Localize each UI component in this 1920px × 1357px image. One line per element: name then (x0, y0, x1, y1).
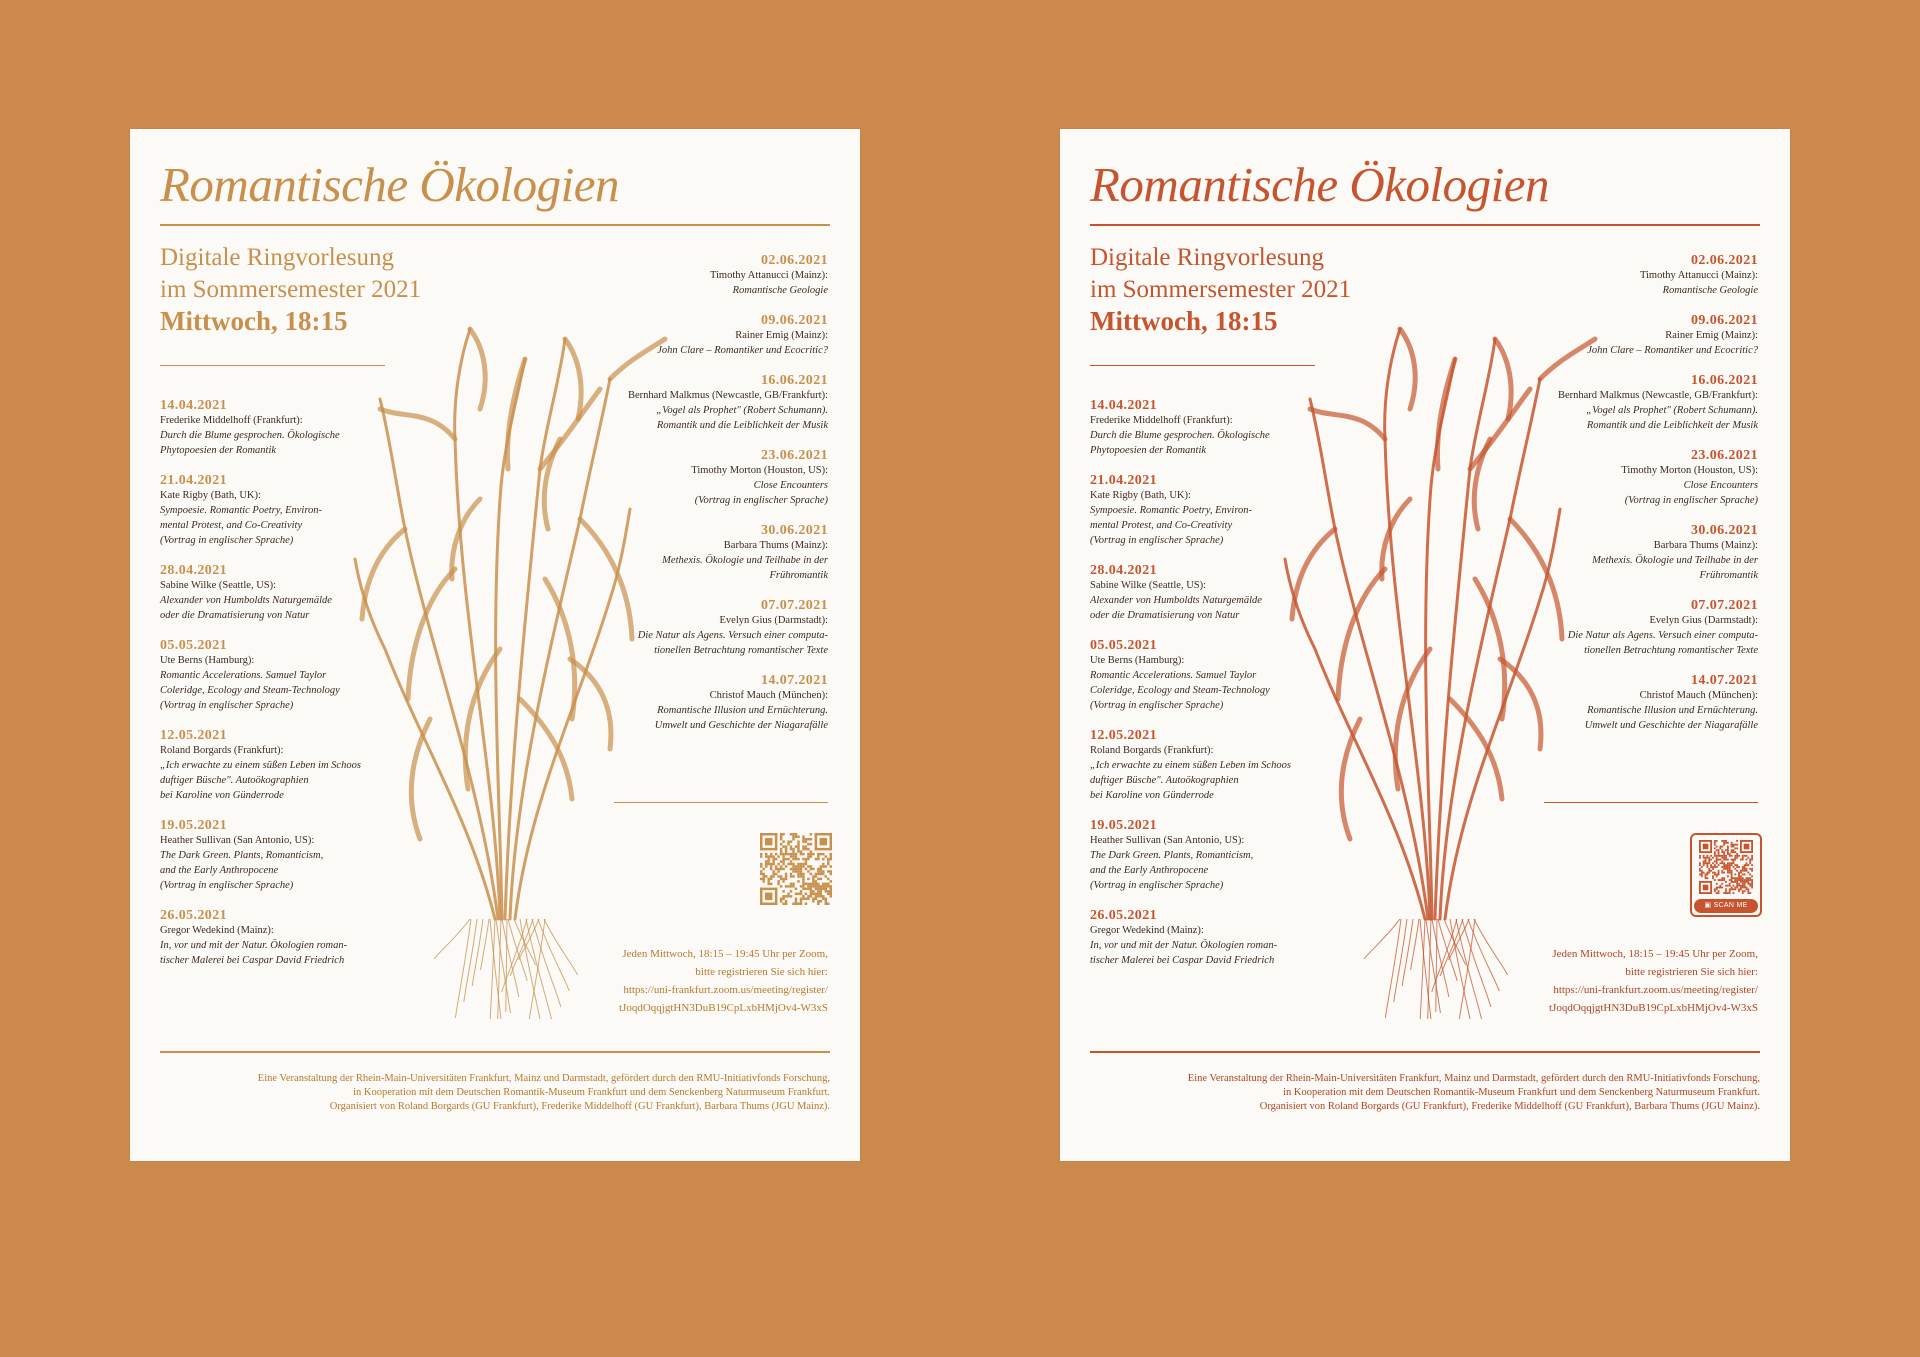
lecture-entry (1090, 907, 1340, 968)
lecture-title-line: Durch die Blume gesprochen. Ökologische (1090, 430, 1270, 441)
lecture-date: 09.06.2021 (761, 313, 828, 328)
lecture-title-line: „Vogel als Prophet" (Robert Schumann). (1586, 405, 1758, 416)
lecture-date: 14.04.2021 (1090, 398, 1157, 413)
scan-me-badge (1694, 899, 1758, 913)
grass-leaf (1341, 719, 1360, 839)
grass-root (434, 919, 470, 959)
lecture-title-line: Romantische Geologie (732, 285, 828, 296)
grass-leaf (411, 719, 430, 839)
zoom-info (538, 945, 828, 1017)
qr-code[interactable] (760, 833, 832, 905)
lecture-date: 21.04.2021 (1090, 473, 1157, 488)
grass-root (464, 919, 477, 1002)
lecture-date: 26.05.2021 (160, 908, 227, 923)
lecture-title-line: Phytopoesien der Romantik (160, 445, 277, 456)
footer-line-2: in Kooperation mit dem Deutschen Romantik-Museum Frankfurt und dem Senckenberg Naturmuseum Frankfurt. (353, 1087, 830, 1098)
lecture-date: 30.06.2021 (761, 523, 828, 538)
grass-stem (496, 359, 525, 919)
grass-root (489, 919, 495, 1019)
right-schedule (1508, 252, 1758, 747)
lecture-title-line: (Vortrag in englischer Sprache) (160, 535, 294, 546)
lecture-date: 19.05.2021 (1090, 818, 1157, 833)
poster-ochre (130, 129, 860, 1161)
lecture-date: 14.07.2021 (761, 673, 828, 688)
qr-code-image (760, 833, 832, 905)
lecture-title-line: „Vogel als Prophet" (Robert Schumann). (656, 405, 828, 416)
lecture-speaker: Heather Sullivan (San Antonio, US): (160, 835, 315, 846)
lecture-speaker: Bernhard Malkmus (Newcastle, GB/Frankfurt): (1557, 390, 1758, 401)
lecture-title-line: Frühromantik (1699, 570, 1758, 581)
lecture-speaker: Barbara Thums (Mainz): (723, 540, 828, 551)
grass-root (519, 919, 539, 960)
lecture-title-line: Close Encounters (1683, 480, 1758, 491)
lecture-title-line: duftiger Büsche". Autoökographien (1090, 775, 1239, 786)
time-label: Mittwoch, 18:15 (160, 306, 348, 336)
lecture-speaker: Rainer Emig (Mainz): (1665, 330, 1758, 341)
lecture-title-line: Romantic Accelerations. Samuel Taylor (160, 670, 327, 681)
lecture-entry (1508, 312, 1758, 358)
lecture-speaker: Evelyn Gius (Darmstadt): (1649, 615, 1758, 626)
lecture-date: 30.06.2021 (1691, 523, 1758, 538)
lecture-title-line: (Vortrag in englischer Sprache) (694, 495, 828, 506)
lecture-date: 21.04.2021 (160, 473, 227, 488)
lecture-entry (578, 252, 828, 298)
lecture-speaker: Timothy Attanucci (Mainz): (709, 270, 828, 281)
grass-root (1436, 919, 1437, 1012)
right-schedule (578, 252, 828, 747)
zoom-line-1: Jeden Mittwoch, 18:15 – 19:45 Uhr per Zoom, (1552, 948, 1758, 960)
lecture-entry (1090, 637, 1340, 713)
grass-root (1419, 919, 1425, 1019)
grass-leaf (544, 439, 560, 529)
lecture-speaker: Barbara Thums (Mainz): (1653, 540, 1758, 551)
lecture-speaker: Timothy Attanucci (Mainz): (1639, 270, 1758, 281)
lecture-entry (1508, 252, 1758, 298)
grass-stem (1385, 329, 1430, 919)
footer-line-3: Organisiert von Roland Borgards (GU Frankfurt), Frederike Middelhoff (GU Frankfurt), Barbara Thums (JGU Mainz). (1259, 1101, 1760, 1112)
footer-credits (160, 1072, 830, 1114)
poster-title: Romantische Ökologien (160, 157, 619, 212)
qr-code[interactable] (1690, 833, 1762, 917)
lecture-entry (1508, 672, 1758, 733)
lecture-date: 05.05.2021 (1090, 638, 1157, 653)
grass-leaf (1474, 439, 1490, 529)
lecture-title-line: John Clare – Romantiker und Ecocritic? (1587, 345, 1758, 356)
title-rule (160, 224, 830, 226)
lecture-entry (578, 312, 828, 358)
grass-leaf (470, 329, 485, 409)
poster-title: Romantische Ökologien (1090, 157, 1549, 212)
lecture-speaker: Heather Sullivan (San Antonio, US): (1090, 835, 1245, 846)
lecture-entry (160, 562, 410, 623)
footer-rule (160, 1051, 830, 1053)
lecture-title-line: Alexander von Humboldts Naturgemälde (1090, 595, 1262, 606)
lecture-title-line: Romantische Illusion und Ernüchterung. (657, 705, 828, 716)
lecture-title-line: Coleridge, Ecology and Steam-Technology (160, 685, 340, 696)
lecture-entry (160, 907, 410, 968)
lecture-entry (160, 472, 410, 548)
grass-leaf (507, 359, 525, 469)
lecture-title-line: (Vortrag in englischer Sprache) (1090, 535, 1224, 546)
lecture-title-line: tischer Malerei bei Caspar David Friedrich (160, 955, 345, 966)
time-label: Mittwoch, 18:15 (1090, 306, 1278, 336)
lecture-title-line: (Vortrag in englischer Sprache) (1624, 495, 1758, 506)
footer-line-1: Eine Veranstaltung der Rhein-Main-Universitäten Frankfurt, Mainz und Darmstadt, gefördert durch den RMU-Initiativfonds Forschung, (1187, 1073, 1760, 1084)
lecture-date: 26.05.2021 (1090, 908, 1157, 923)
grass-root (1432, 919, 1457, 992)
grass-leaf (1437, 359, 1455, 469)
lecture-title-line: Alexander von Humboldts Naturgemälde (160, 595, 332, 606)
lecture-entry (578, 597, 828, 658)
poster-terracotta (1060, 129, 1790, 1161)
lecture-entry (1508, 597, 1758, 658)
lecture-title-line: Methexis. Ökologie und Teilhabe in der (1592, 555, 1758, 566)
lecture-title-line: „Ich erwachte zu einem süßen Leben im Schoos (1090, 760, 1291, 771)
grass-root (506, 919, 507, 1012)
lecture-entry (1090, 727, 1340, 803)
lecture-speaker: Roland Borgards (Frankfurt): (160, 745, 284, 756)
subtitle-line-1: Digitale Ringvorlesung (160, 244, 394, 271)
lecture-entry (1508, 447, 1758, 508)
lecture-title-line: Sympoesie. Romantic Poetry, Environ- (160, 505, 323, 516)
grass-root (1449, 919, 1469, 960)
grass-leaf (1400, 329, 1415, 409)
lecture-title-line: and the Early Anthropocene (160, 865, 279, 876)
lecture-title-line: Durch die Blume gesprochen. Ökologische (160, 430, 340, 441)
lecture-speaker: Ute Berns (Hamburg): (160, 655, 255, 666)
grass-stem (455, 329, 500, 919)
lecture-entry (1090, 397, 1340, 458)
lecture-title-line: tionellen Betrachtung romantischer Texte (654, 645, 828, 656)
lecture-title-line: In, vor und mit der Natur. Ökologien roman- (160, 940, 348, 951)
lecture-title-line: The Dark Green. Plants, Romanticism, (160, 850, 324, 861)
lecture-title-line: The Dark Green. Plants, Romanticism, (1090, 850, 1254, 861)
lecture-title-line: (Vortrag in englischer Sprache) (160, 880, 294, 891)
lecture-speaker: Ute Berns (Hamburg): (1090, 655, 1185, 666)
lecture-title-line: tischer Malerei bei Caspar David Friedrich (1090, 955, 1275, 966)
lecture-title-line: bei Karoline von Günderrode (1090, 790, 1214, 801)
scan-icon: ▣ (1704, 902, 1714, 909)
lecture-entry (1508, 372, 1758, 433)
zoom-link-1[interactable]: https://uni-frankfurt.zoom.us/meeting/register/ (1553, 984, 1758, 996)
scan-me-label: SCAN ME (1713, 902, 1748, 909)
lecture-title-line: and the Early Anthropocene (1090, 865, 1209, 876)
lecture-title-line: Methexis. Ökologie und Teilhabe in der (662, 555, 828, 566)
lecture-title-line: Umwelt und Geschichte der Niagarafälle (1584, 720, 1758, 731)
lecture-title-line: oder die Dramatisierung von Natur (1090, 610, 1240, 621)
lecture-speaker: Gregor Wedekind (Mainz): (1090, 925, 1204, 936)
lecture-entry (578, 372, 828, 433)
grass-root (1364, 919, 1400, 959)
lecture-entry (1090, 817, 1340, 893)
lecture-title-line: Romantische Illusion und Ernüchterung. (1587, 705, 1758, 716)
lecture-date: 28.04.2021 (160, 563, 227, 578)
lecture-date: 16.06.2021 (761, 373, 828, 388)
lecture-title-line: (Vortrag in englischer Sprache) (1090, 700, 1224, 711)
lecture-title-line: Die Natur als Agens. Versuch einer computa- (1567, 630, 1758, 641)
lecture-date: 05.05.2021 (160, 638, 227, 653)
left-schedule (160, 397, 410, 982)
footer-line-2: in Kooperation mit dem Deutschen Romantik-Museum Frankfurt und dem Senckenberg Naturmuseum Frankfurt. (1283, 1087, 1760, 1098)
footer-line-3: Organisiert von Roland Borgards (GU Frankfurt), Frederike Middelhoff (GU Frankfurt), Barbara Thums (JGU Mainz). (329, 1101, 830, 1112)
lecture-date: 07.07.2021 (1691, 598, 1758, 613)
left-schedule (1090, 397, 1340, 982)
lecture-title-line: duftiger Büsche". Autoökographien (160, 775, 309, 786)
lecture-speaker: Timothy Morton (Houston, US): (691, 465, 828, 476)
lecture-entry (160, 637, 410, 713)
footer-rule (1090, 1051, 1760, 1053)
lecture-entry (578, 522, 828, 583)
lecture-title-line: Frühromantik (769, 570, 828, 581)
zoom-info (1468, 945, 1758, 1017)
lecture-date: 23.06.2021 (1691, 448, 1758, 463)
lecture-date: 09.06.2021 (1691, 313, 1758, 328)
grass-root (1394, 919, 1407, 1002)
lecture-title-line: In, vor und mit der Natur. Ökologien roman- (1090, 940, 1278, 951)
lecture-entry (578, 447, 828, 508)
lecture-title-line: Die Natur als Agens. Versuch einer computa- (637, 630, 828, 641)
lecture-title-line: Coleridge, Ecology and Steam-Technology (1090, 685, 1270, 696)
lecture-speaker: Frederike Middelhoff (Frankfurt): (160, 415, 303, 426)
qr-rule (614, 802, 828, 803)
lecture-date: 02.06.2021 (1691, 253, 1758, 268)
qr-rule (1544, 802, 1758, 803)
lecture-speaker: Frederike Middelhoff (Frankfurt): (1090, 415, 1233, 426)
lecture-title-line: (Vortrag in englischer Sprache) (160, 700, 294, 711)
subtitle-line-2: im Sommersemester 2021 (1090, 276, 1352, 303)
title-rule (1090, 224, 1760, 226)
lecture-title-line: (Vortrag in englischer Sprache) (1090, 880, 1224, 891)
lecture-speaker: Gregor Wedekind (Mainz): (160, 925, 274, 936)
lecture-date: 19.05.2021 (160, 818, 227, 833)
lecture-date: 14.07.2021 (1691, 673, 1758, 688)
lecture-date: 16.06.2021 (1691, 373, 1758, 388)
lecture-date: 23.06.2021 (761, 448, 828, 463)
lecture-speaker: Kate Rigby (Bath, UK): (160, 490, 261, 501)
lecture-title-line: Romantik und die Leiblichkeit der Musik (1586, 420, 1758, 431)
grass-root (502, 919, 527, 992)
lecture-entry (578, 672, 828, 733)
grass-root (1402, 919, 1413, 986)
lecture-title-line: oder die Dramatisierung von Natur (160, 610, 310, 621)
zoom-line-2: bitte registrieren Sie sich hier: (1625, 966, 1758, 978)
lecture-title-line: mental Protest, and Co-Creativity (160, 520, 303, 531)
lecture-speaker: Bernhard Malkmus (Newcastle, GB/Frankfurt): (627, 390, 828, 401)
zoom-line-2: bitte registrieren Sie sich hier: (695, 966, 828, 978)
grass-root (472, 919, 483, 986)
subtitle-line-1: Digitale Ringvorlesung (1090, 244, 1324, 271)
lecture-speaker: Timothy Morton (Houston, US): (1621, 465, 1758, 476)
lecture-title-line: tionellen Betrachtung romantischer Texte (1584, 645, 1758, 656)
lecture-title-line: Romantik und die Leiblichkeit der Musik (656, 420, 828, 431)
lecture-speaker: Rainer Emig (Mainz): (735, 330, 828, 341)
lecture-entry (160, 727, 410, 803)
qr-code-image (1699, 840, 1753, 894)
lecture-date: 12.05.2021 (160, 728, 227, 743)
zoom-link-1[interactable]: https://uni-frankfurt.zoom.us/meeting/register/ (623, 984, 828, 996)
lecture-speaker: Christof Mauch (München): (1639, 690, 1758, 701)
lecture-entry (1090, 472, 1340, 548)
lecture-title-line: bei Karoline von Günderrode (160, 790, 284, 801)
lecture-speaker: Sabine Wilke (Seattle, US): (1090, 580, 1207, 591)
lecture-speaker: Christof Mauch (München): (709, 690, 828, 701)
lecture-title-line: Umwelt und Geschichte der Niagarafälle (654, 720, 828, 731)
lecture-entry (160, 397, 410, 458)
zoom-link-2[interactable]: tJoqdOqqjgtHN3DuB19CpLxbHMjOv4-W3xS (1548, 1002, 1758, 1014)
lecture-entry (160, 817, 410, 893)
lecture-date: 07.07.2021 (761, 598, 828, 613)
lecture-entry (1508, 522, 1758, 583)
grass-stem (1426, 359, 1455, 919)
lecture-title-line: Romantic Accelerations. Samuel Taylor (1090, 670, 1257, 681)
zoom-line-1: Jeden Mittwoch, 18:15 – 19:45 Uhr per Zoom, (622, 948, 828, 960)
lecture-speaker: Roland Borgards (Frankfurt): (1090, 745, 1214, 756)
lecture-date: 28.04.2021 (1090, 563, 1157, 578)
lecture-title-line: Phytopoesien der Romantik (1090, 445, 1207, 456)
lecture-speaker: Sabine Wilke (Seattle, US): (160, 580, 277, 591)
footer-credits (1090, 1072, 1760, 1114)
lecture-title-line: „Ich erwachte zu einem süßen Leben im Schoos (160, 760, 361, 771)
lecture-date: 12.05.2021 (1090, 728, 1157, 743)
lecture-date: 14.04.2021 (160, 398, 227, 413)
lecture-title-line: Sympoesie. Romantic Poetry, Environ- (1090, 505, 1253, 516)
zoom-link-2[interactable]: tJoqdOqqjgtHN3DuB19CpLxbHMjOv4-W3xS (618, 1002, 828, 1014)
lecture-title-line: Close Encounters (753, 480, 828, 491)
lecture-title-line: John Clare – Romantiker und Ecocritic? (657, 345, 828, 356)
lecture-entry (1090, 562, 1340, 623)
subtitle-line-2: im Sommersemester 2021 (160, 276, 422, 303)
lecture-speaker: Evelyn Gius (Darmstadt): (719, 615, 828, 626)
lecture-title-line: mental Protest, and Co-Creativity (1090, 520, 1233, 531)
lecture-title-line: Romantische Geologie (1662, 285, 1758, 296)
footer-line-1: Eine Veranstaltung der Rhein-Main-Universitäten Frankfurt, Mainz und Darmstadt, gefördert durch den RMU-Initiativfonds Forschung, (257, 1073, 830, 1084)
lecture-speaker: Kate Rigby (Bath, UK): (1090, 490, 1191, 501)
lecture-date: 02.06.2021 (761, 253, 828, 268)
